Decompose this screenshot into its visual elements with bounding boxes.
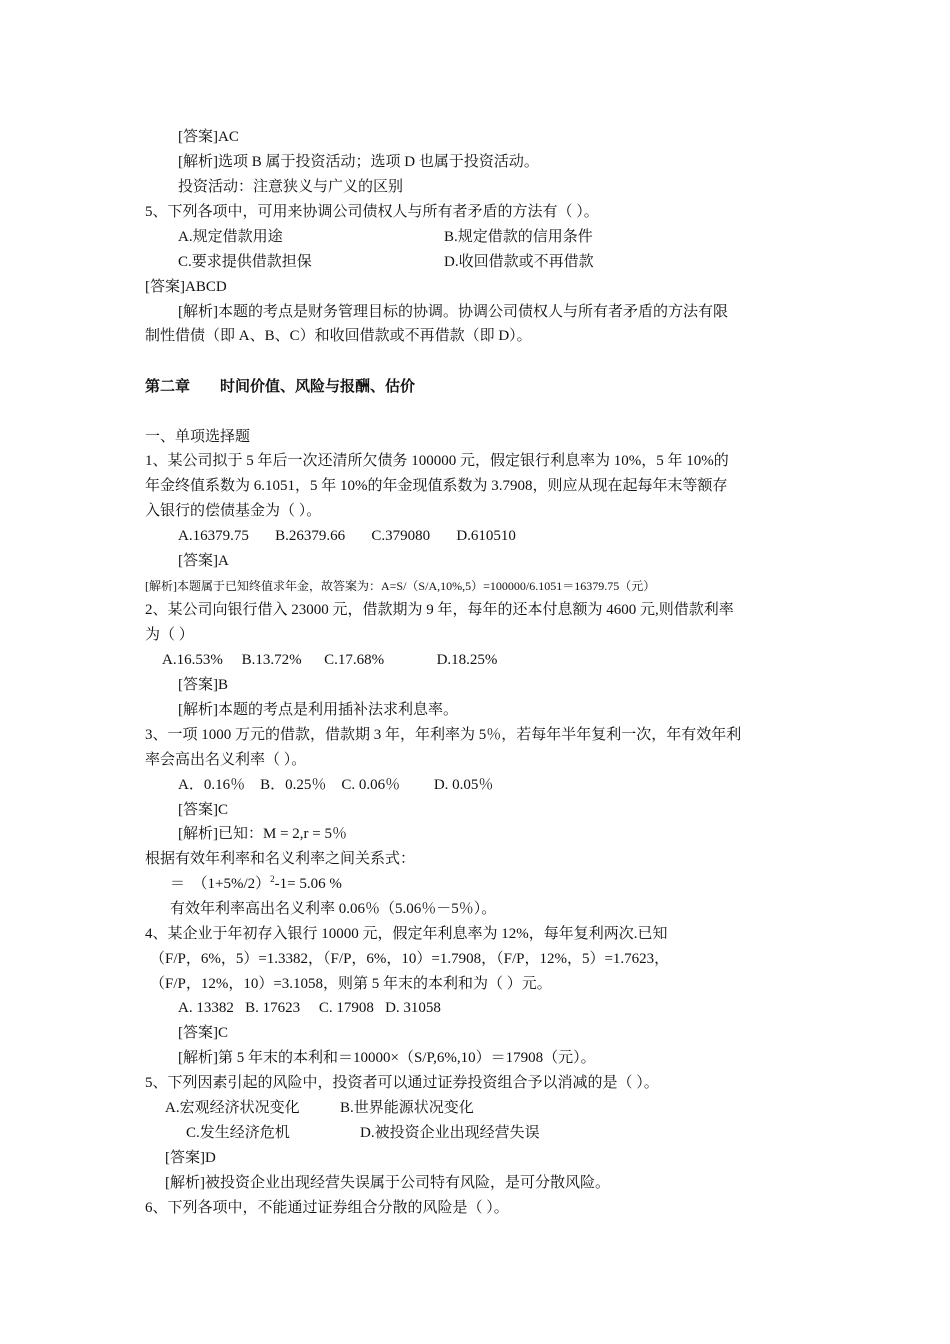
explanation-line: [解析]选项 B 属于投资活动；选项 D 也属于投资活动。 [178, 154, 539, 170]
question-line: 5、下列因素引起的风险中，投资者可以通过证券投资组合予以消减的是（ ）。 [145, 1075, 659, 1091]
explanation-line: 根据有效年利率和名义利率之间关系式： [145, 851, 416, 867]
option-d: D.收回借款或不再借款 [444, 254, 594, 270]
option-b: B.世界能源状况变化 [340, 1100, 474, 1116]
question-line: 4、某企业于年初存入银行 10000 元，假定年利息率为 12%，每年复利两次.已知 [145, 926, 668, 942]
chapter-title: 时间价值、风险与报酬、估价 [220, 379, 416, 395]
explanation-line: 制性借债（即 A、B、C）和收回借款或不再借款（即 D）。 [145, 328, 532, 344]
section-heading: 一、单项选择题 [145, 429, 251, 445]
explanation-line: [解析]本题的考点是利用插补法求利息率。 [178, 702, 458, 718]
explanation-line: [解析]第 5 年末的本利和＝10000×（S/P,6%,10）＝17908（元）。 [178, 1050, 596, 1066]
options-line: A.16379.75 B.26379.66 C.379080 D.610510 [178, 528, 516, 544]
options-line: A.16.53% B.13.72% C.17.68% D.18.25% [162, 652, 498, 668]
question-line: （F/P，6%，5）=1.3382，（F/P，6%，10）=1.7908，（F/P，12%，5）=1.7623， [150, 951, 670, 967]
question-line: 3、一项 1000 万元的借款，借款期 3 年，年利率为 5％，若每年半年复利一次，年有效年利 [145, 727, 742, 743]
option-a: A.宏观经济状况变化 [165, 1100, 300, 1116]
question-line: 6、下列各项中，不能通过证券组合分散的风险是（ ）。 [145, 1200, 509, 1216]
options-line: A. 13382 B. 17623 C. 17908 D. 31058 [178, 1000, 441, 1016]
question-line: 入银行的偿债基金为（ ）。 [145, 503, 322, 519]
explanation-line: [解析]本题的考点是财务管理目标的协调。协调公司债权人与所有者矛盾的方法有限 [178, 304, 728, 320]
explanation-line: [解析]已知：M = 2,r = 5％ [178, 826, 347, 842]
formula-exponent: 2 [270, 874, 275, 884]
explanation-line: [解析]本题属于已知终值求年金，故答案为：A=S/（S/A,10%,5）=100000/6.1051＝16379.75（元） [145, 579, 656, 593]
question-line: 年金终值系数为 6.1051，5 年 10%的年金现值系数为 3.7908，则应从现在起每年末等额存 [145, 478, 728, 494]
formula-part: -1= 5.06 % [274, 876, 342, 892]
option-c: C.发生经济危机 [186, 1125, 290, 1141]
explanation-line: [解析]被投资企业出现经营失误属于公司特有风险，是可分散风险。 [165, 1175, 610, 1191]
result-line: 有效年利率高出名义利率 0.06％（5.06％－5％）。 [170, 901, 497, 917]
option-c: C.要求提供借款担保 [178, 254, 312, 270]
formula-line [170, 873, 342, 895]
answer-line: [答案]ABCD [145, 279, 227, 295]
note-line: 投资活动：注意狭义与广义的区别 [178, 179, 404, 195]
question-line: （F/P，12%，10）=3.1058，则第 5 年末的本利和为（ ）元。 [150, 976, 552, 992]
answer-line: [答案]A [178, 553, 229, 569]
formula-part: ＝ （1+5%/2） [170, 876, 271, 892]
question-line: 1、某公司拟于 5 年后一次还清所欠债务 100000 元，假定银行利息率为 10%，5 年 10%的 [145, 453, 729, 469]
option-b: B.规定借款的信用条件 [444, 229, 593, 245]
question-line: 5、下列各项中，可用来协调公司债权人与所有者矛盾的方法有（ ）。 [145, 204, 599, 220]
answer-line: [答案]AC [178, 129, 239, 145]
question-line: 为（ ） [145, 627, 194, 643]
option-a: A.规定借款用途 [178, 229, 283, 245]
answer-line: [答案]C [178, 802, 228, 818]
options-line: A．0.16％ B．0.25％ C. 0.06％ D. 0.05％ [178, 777, 494, 793]
question-line: 2、某公司向银行借入 23000 元，借款期为 9 年，每年的还本付息额为 4600 元,则借款利率 [145, 602, 734, 618]
chapter-number: 第二章 [145, 379, 191, 395]
question-line: 率会高出名义利率（ ）。 [145, 752, 307, 768]
option-d: D.被投资企业出现经营失误 [360, 1125, 540, 1141]
answer-line: [答案]C [178, 1025, 228, 1041]
answer-line: [答案]B [178, 677, 228, 693]
answer-line: [答案]D [165, 1150, 216, 1166]
